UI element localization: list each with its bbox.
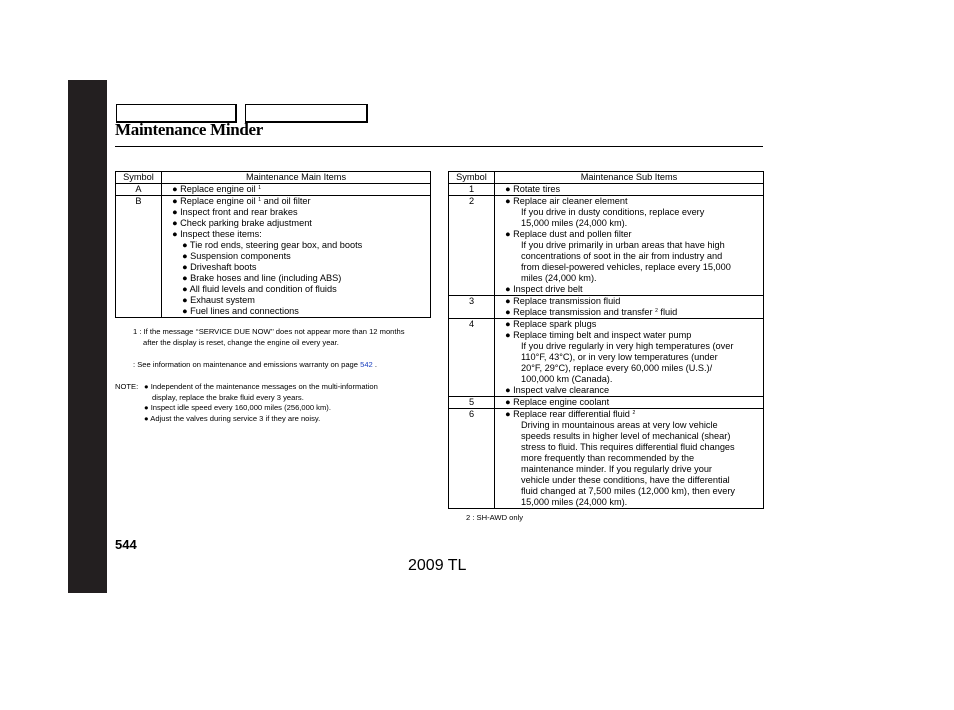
note-label: NOTE: (115, 382, 139, 391)
item-text: concentrations of soot in the air from industry and (521, 251, 723, 261)
item-text: 110°F, 43°C), or in very low temperatures (under (521, 352, 718, 362)
chapter-sidebar-tab (68, 80, 107, 593)
item-text: ● Inspect front and rear brakes (172, 207, 298, 217)
row-items (495, 296, 764, 319)
row-items (495, 409, 764, 509)
item-text: ● Replace engine oil (172, 196, 256, 206)
item-text: ● Replace rear differential fluid (505, 409, 630, 419)
list-item (497, 319, 761, 330)
footnote-2: 2 : SH-AWD only (466, 513, 524, 522)
item-text: ● Replace engine oil (172, 184, 256, 194)
sub-items-column-header: Maintenance Sub Items (495, 172, 764, 184)
item-text: ● Driveshaft boots (182, 262, 257, 272)
list-item (497, 374, 761, 385)
item-text: ● Tie rod ends, steering gear box, and boots (182, 240, 363, 250)
item-text: ● Replace transmission fluid (505, 296, 621, 306)
note-1-line-2: display, replace the brake fluid every 3 years. (152, 393, 304, 402)
list-item (497, 397, 761, 408)
list-item (497, 196, 761, 207)
list-item (164, 196, 428, 207)
item-text: ● Replace timing belt and inspect water pump (505, 330, 692, 340)
item-text: vehicle under these conditions, have the differential (521, 475, 730, 485)
list-item (497, 497, 761, 508)
row-items (495, 196, 764, 296)
item-text: ● Inspect valve clearance (505, 385, 610, 395)
main-items-column-header: Maintenance Main Items (162, 172, 431, 184)
item-text: 100,000 km (Canada). (521, 374, 613, 384)
table-row (449, 296, 764, 319)
list-item (497, 229, 761, 240)
page-link-542[interactable]: 542 (360, 360, 373, 369)
list-item (497, 184, 761, 195)
warranty-footnote-text: : See information on maintenance and emissions warranty on page (133, 360, 361, 369)
main-items-table (115, 171, 431, 318)
symbol-column-header: Symbol (449, 172, 495, 184)
item-text: 20°F, 29°C), replace every 60,000 miles (U.S.)/ (521, 363, 713, 373)
list-item (497, 307, 761, 318)
table-header-row (449, 172, 764, 184)
item-text: ● Rotate tires (505, 184, 561, 194)
symbol-column-header: Symbol (116, 172, 162, 184)
item-text: ● Inspect drive belt (505, 284, 583, 294)
list-item (164, 306, 428, 317)
page-number: 544 (115, 537, 137, 552)
list-item (497, 251, 761, 262)
footnote-marker: 1 (258, 197, 262, 203)
item-text-tail: fluid (657, 307, 678, 317)
list-item (497, 240, 761, 251)
item-text: ● Check parking brake adjustment (172, 218, 312, 228)
page-title: Maintenance Minder (115, 120, 264, 139)
list-item (497, 273, 761, 284)
item-text: speeds results in higher level of mechanical (shear) (521, 431, 731, 441)
list-item (497, 475, 761, 486)
table-row (449, 409, 764, 509)
list-item (497, 207, 761, 218)
item-text: 15,000 miles (24,000 km). (521, 218, 628, 228)
list-item (497, 431, 761, 442)
list-item (497, 218, 761, 229)
item-text: ● Brake hoses and line (including ABS) (182, 273, 342, 283)
table-row (116, 196, 431, 318)
footer-model: 2009 TL (408, 557, 467, 574)
item-text: ● Replace dust and pollen filter (505, 229, 632, 239)
list-item (497, 385, 761, 396)
table-header-row (116, 172, 431, 184)
list-item (497, 442, 761, 453)
row-symbol: 2 (449, 196, 495, 296)
list-item (497, 262, 761, 273)
footnote-1-line-1: 1 : If the message ‘‘SERVICE DUE NOW’’ does not appear more than 12 months (133, 327, 405, 336)
list-item (164, 284, 428, 295)
list-item (497, 352, 761, 363)
row-items (495, 397, 764, 409)
list-item (497, 420, 761, 431)
row-items (162, 184, 431, 196)
list-item (497, 296, 761, 307)
note-3: ● Adjust the valves during service 3 if they are noisy. (144, 414, 321, 423)
list-item (497, 464, 761, 475)
item-text: If you drive in dusty conditions, replace every (521, 207, 705, 217)
list-item (164, 184, 428, 195)
row-symbol: 6 (449, 409, 495, 509)
list-item (164, 207, 428, 218)
item-text: ● Replace transmission and transfer (505, 307, 653, 317)
item-text: If you drive regularly in very high temperatures (over (521, 341, 734, 351)
row-items (162, 196, 431, 318)
row-symbol: B (116, 196, 162, 318)
row-symbol: 1 (449, 184, 495, 196)
sub-items-table (448, 171, 764, 509)
item-text: ● Inspect these items: (172, 229, 262, 239)
item-text-tail: and oil filter (261, 196, 311, 206)
title-divider (115, 146, 763, 147)
list-item (164, 229, 428, 240)
list-item (497, 341, 761, 352)
list-item (497, 363, 761, 374)
list-item (497, 409, 761, 420)
item-text: stress to fluid. This requires differential fluid changes (521, 442, 735, 452)
item-text: 15,000 miles (24,000 km). (521, 497, 628, 507)
item-text: Driving in mountainous areas at very low vehicle (521, 420, 718, 430)
row-symbol: 4 (449, 319, 495, 397)
table-row (449, 397, 764, 409)
list-item (497, 330, 761, 341)
footnote-marker: 2 (655, 308, 658, 314)
item-text: fluid changed at 7,500 miles (12,000 km), then every (521, 486, 735, 496)
table-row (449, 319, 764, 397)
row-items (495, 319, 764, 397)
list-item (497, 453, 761, 464)
note-2: ● Inspect idle speed every 160,000 miles (256,000 km). (144, 403, 331, 412)
item-text: ● Exhaust system (182, 295, 255, 305)
row-symbol: 3 (449, 296, 495, 319)
list-item (164, 273, 428, 284)
footnote-1-line-2: after the display is reset, change the engine oil every year. (143, 338, 339, 347)
list-item (164, 295, 428, 306)
footnote-marker: 2 (632, 410, 636, 416)
row-items (495, 184, 764, 196)
item-text: If you drive primarily in urban areas that have high (521, 240, 725, 250)
warranty-footnote (133, 359, 377, 370)
table-row (449, 196, 764, 296)
list-item (497, 486, 761, 497)
row-symbol: A (116, 184, 162, 196)
breadcrumb-tab-2[interactable] (245, 104, 368, 123)
item-text: ● Replace air cleaner element (505, 196, 628, 206)
list-item (164, 240, 428, 251)
item-text: ● Replace spark plugs (505, 319, 597, 329)
warranty-footnote-end: . (372, 360, 378, 369)
list-item (497, 284, 761, 295)
table-row (449, 184, 764, 196)
item-text: maintenance minder. If you regularly drive your (521, 464, 712, 474)
item-text: ● Replace engine coolant (505, 397, 610, 407)
note-1-line-1: ● Independent of the maintenance messages on the multi-information (144, 382, 378, 391)
item-text: ● All fluid levels and condition of fluids (182, 284, 337, 294)
list-item (164, 251, 428, 262)
table-row (116, 184, 431, 196)
footnote-marker: 1 (258, 185, 262, 191)
item-text: ● Fuel lines and connections (182, 306, 299, 316)
row-symbol: 5 (449, 397, 495, 409)
item-text: miles (24,000 km). (521, 273, 597, 283)
item-text: more frequently than recommended by the (521, 453, 695, 463)
item-text: ● Suspension components (182, 251, 291, 261)
list-item (164, 218, 428, 229)
list-item (164, 262, 428, 273)
item-text: from diesel-powered vehicles, replace every 15,000 (521, 262, 731, 272)
